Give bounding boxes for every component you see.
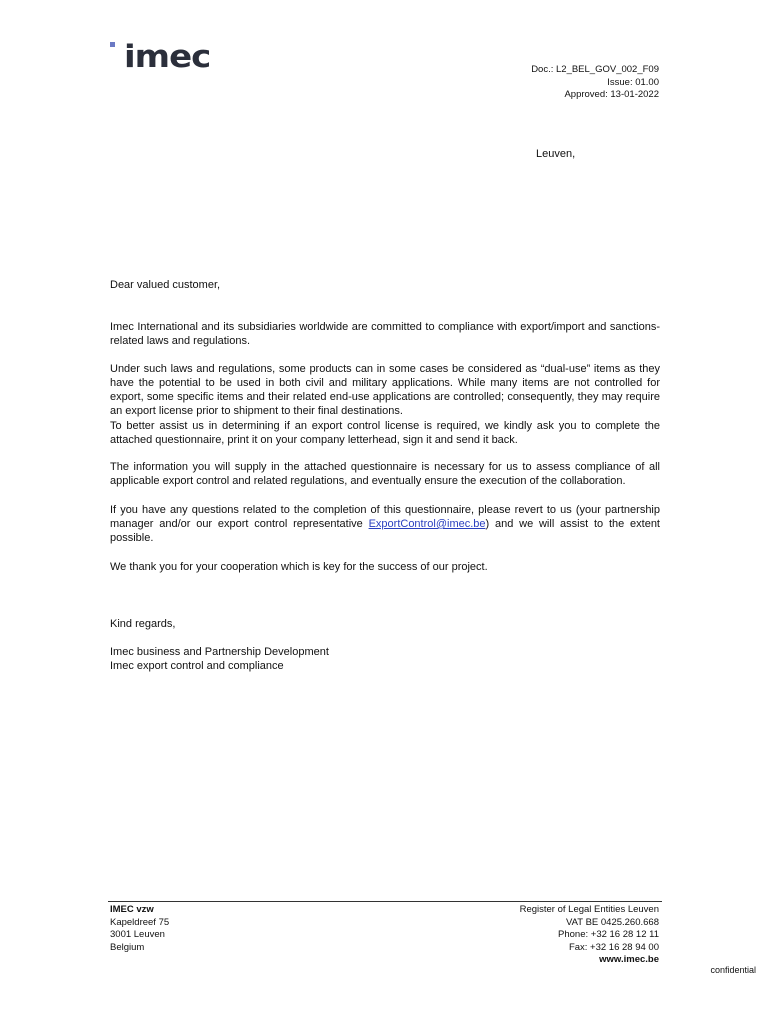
company-name: IMEC vzw	[110, 904, 154, 915]
salutation: Dear valued customer,	[110, 279, 221, 291]
confidential-label: confidential	[710, 965, 756, 975]
register: Register of Legal Entities Leuven	[519, 904, 659, 915]
paragraph-2: Under such laws and regulations, some products can in some cases be considered as “dual-use” items as they have the potential to be used in both civil and military applications. While many items are not controlled for export, some specific items and their related end-use applications are controlled; consequently, they may require an export license prior to shipment to their final destinations.	[110, 363, 660, 417]
doc-issue: Issue: 01.00	[607, 76, 659, 88]
footer-legal	[520, 904, 659, 967]
doc-approved: Approved: 13-01-2022	[564, 89, 659, 100]
country: Belgium	[110, 941, 145, 953]
logo-text: imec	[124, 38, 211, 76]
place-line: Leuven,	[536, 148, 576, 160]
footer-divider	[108, 901, 662, 902]
paragraph-2b: To better assist us in determining if an export control license is required, we kindly ask you to complete the attached questionnaire, print it on your company letterhead, sign it and send it back.	[110, 420, 660, 446]
website-link[interactable]: www.imec.be	[599, 954, 659, 965]
signature-line-1: Imec business and Partnership Development	[110, 646, 329, 658]
export-control-email-link[interactable]: ExportControl@imec.be	[368, 518, 486, 530]
paragraph-3: The information you will supply in the attached questionnaire is necessary for us to assess compliance of all applicable export control and related regulations, and eventually ensure the execution of the collaboration.	[110, 461, 660, 487]
paragraph-4-before: If you have any questions related to the completion of this questionnaire, please revert to us (your partnership manager and/or our export control representative	[110, 504, 660, 530]
city: 3001 Leuven	[110, 929, 165, 940]
doc-id: Doc.: L2_BEL_GOV_002_F09	[531, 64, 659, 75]
closing: Kind regards,	[110, 618, 176, 630]
logo-dot-icon	[110, 42, 115, 47]
phone: Phone: +32 16 28 12 11	[558, 929, 659, 940]
paragraph-4-after: ) and we will assist to the extent possible.	[110, 518, 660, 544]
paragraph-1: Imec International and its subsidiaries worldwide are committed to compliance with export/import and sanctions-related laws and regulations.	[110, 321, 660, 347]
paragraph-4	[110, 503, 660, 545]
document-meta	[531, 64, 659, 102]
vat: VAT BE 0425.260.668	[566, 916, 659, 928]
street: Kapeldreef 75	[110, 916, 170, 928]
signature-line-2: Imec export control and compliance	[110, 660, 284, 672]
paragraph-5: We thank you for your cooperation which is key for the success of our project.	[110, 561, 488, 573]
fax: Fax: +32 16 28 94 00	[568, 941, 659, 953]
footer-address	[110, 904, 169, 954]
